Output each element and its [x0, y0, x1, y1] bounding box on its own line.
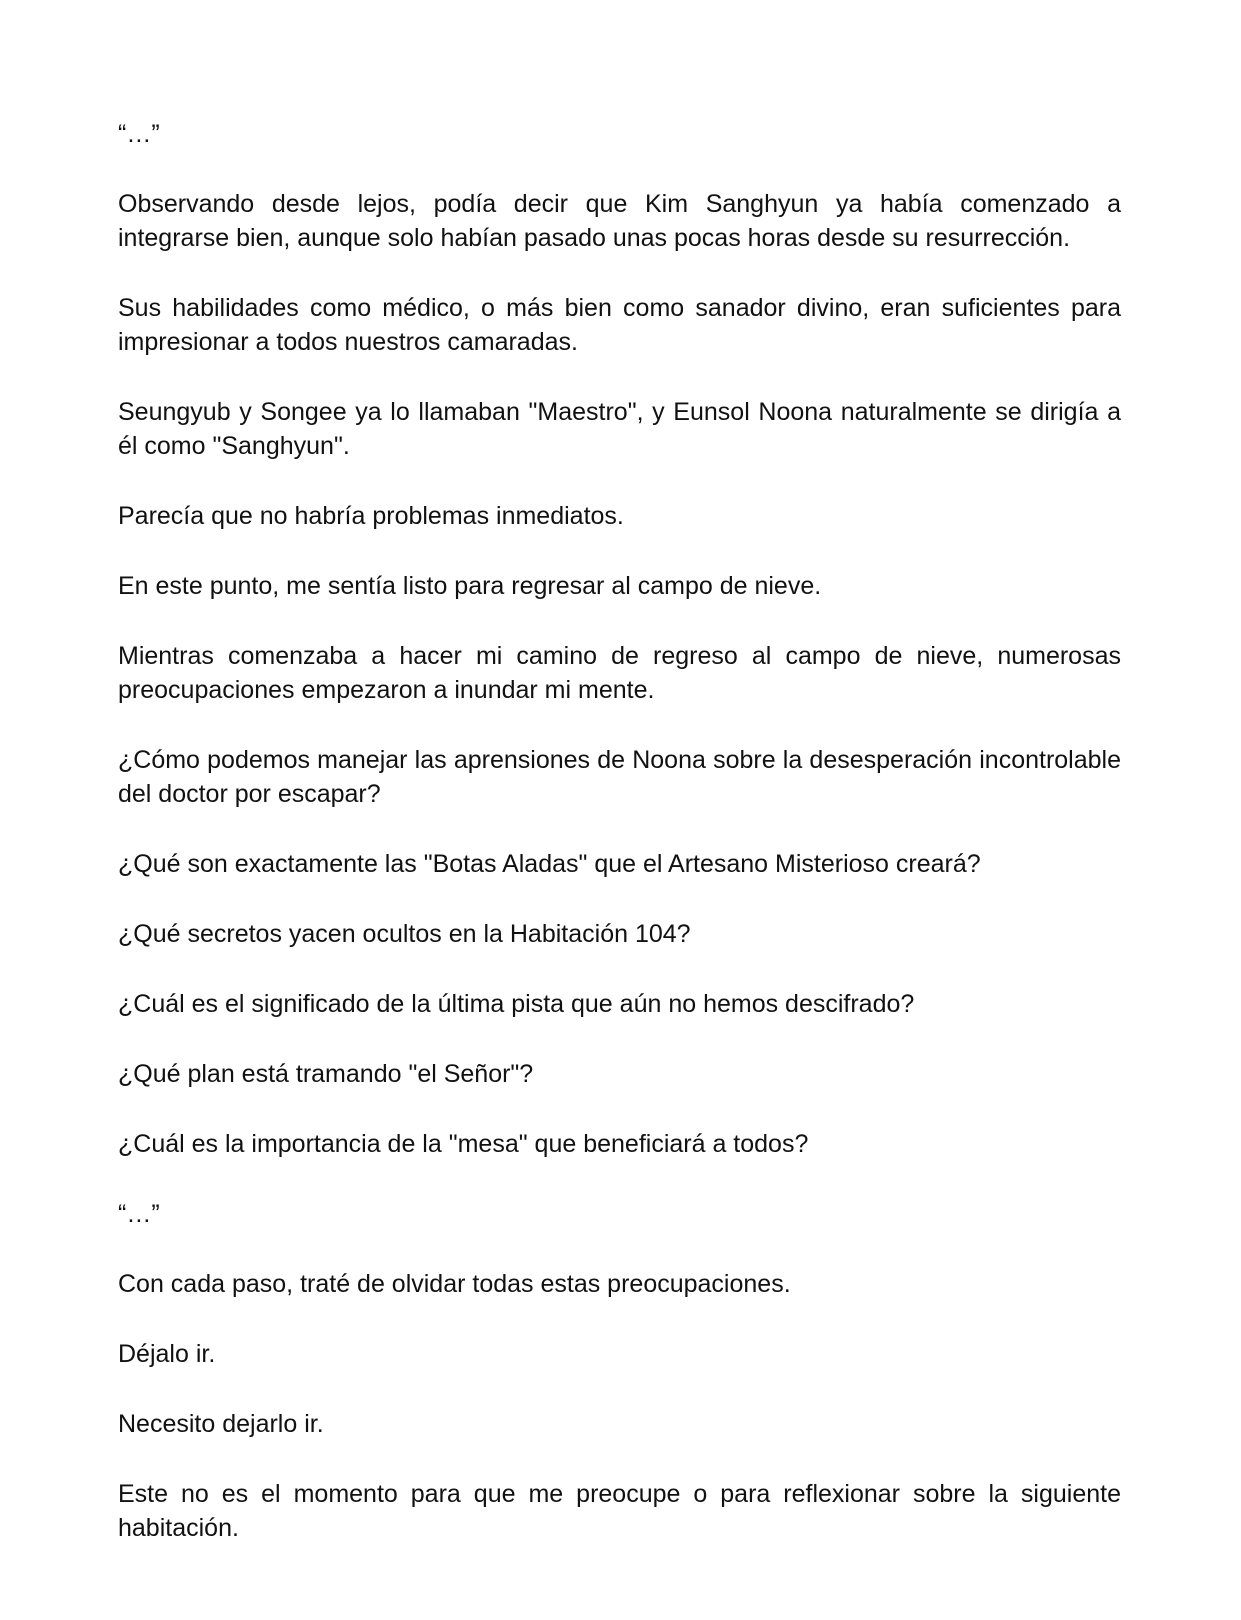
- paragraph: ¿Cuál es el significado de la última pista que aún no hemos descifrado?: [118, 990, 915, 1018]
- paragraph: Seungyub y Songee ya lo llamaban "Maestro", y Eunsol Noona naturalmente se dirigía a él como "Sanghyun".: [118, 398, 1121, 460]
- paragraph: ¿Qué plan está tramando "el Señor"?: [118, 1060, 534, 1088]
- paragraph: Necesito dejarlo ir.: [118, 1410, 324, 1438]
- paragraph: Con cada paso, traté de olvidar todas estas preocupaciones.: [118, 1270, 791, 1298]
- paragraph: ¿Cómo podemos manejar las aprensiones de Noona sobre la desesperación incontrolable del doctor por escapar?: [118, 746, 1121, 808]
- paragraph: Observando desde lejos, podía decir que Kim Sanghyun ya había comenzado a integrarse bien, aunque solo habían pasado unas pocas horas desde su resurrección.: [118, 190, 1121, 252]
- document-page: [118, 117, 1121, 1545]
- paragraph: ¿Qué secretos yacen ocultos en la Habitación 104?: [118, 920, 691, 948]
- paragraph: Mientras comenzaba a hacer mi camino de regreso al campo de nieve, numerosas preocupaciones empezaron a inundar mi mente.: [118, 642, 1121, 704]
- paragraph: ¿Qué son exactamente las "Botas Aladas" que el Artesano Misterioso creará?: [118, 850, 981, 878]
- paragraph: En este punto, me sentía listo para regresar al campo de nieve.: [118, 572, 822, 600]
- paragraph: Parecía que no habría problemas inmediatos.: [118, 502, 624, 530]
- paragraph: Déjalo ir.: [118, 1340, 216, 1368]
- paragraph: “…”: [118, 120, 160, 148]
- paragraph: Sus habilidades como médico, o más bien como sanador divino, eran suficientes para impresionar a todos nuestros camaradas.: [118, 294, 1121, 356]
- paragraph: “…”: [118, 1200, 160, 1228]
- paragraph: Este no es el momento para que me preocupe o para reflexionar sobre la siguiente habitación.: [118, 1480, 1121, 1542]
- paragraph: ¿Cuál es la importancia de la "mesa" que beneficiará a todos?: [118, 1130, 809, 1158]
